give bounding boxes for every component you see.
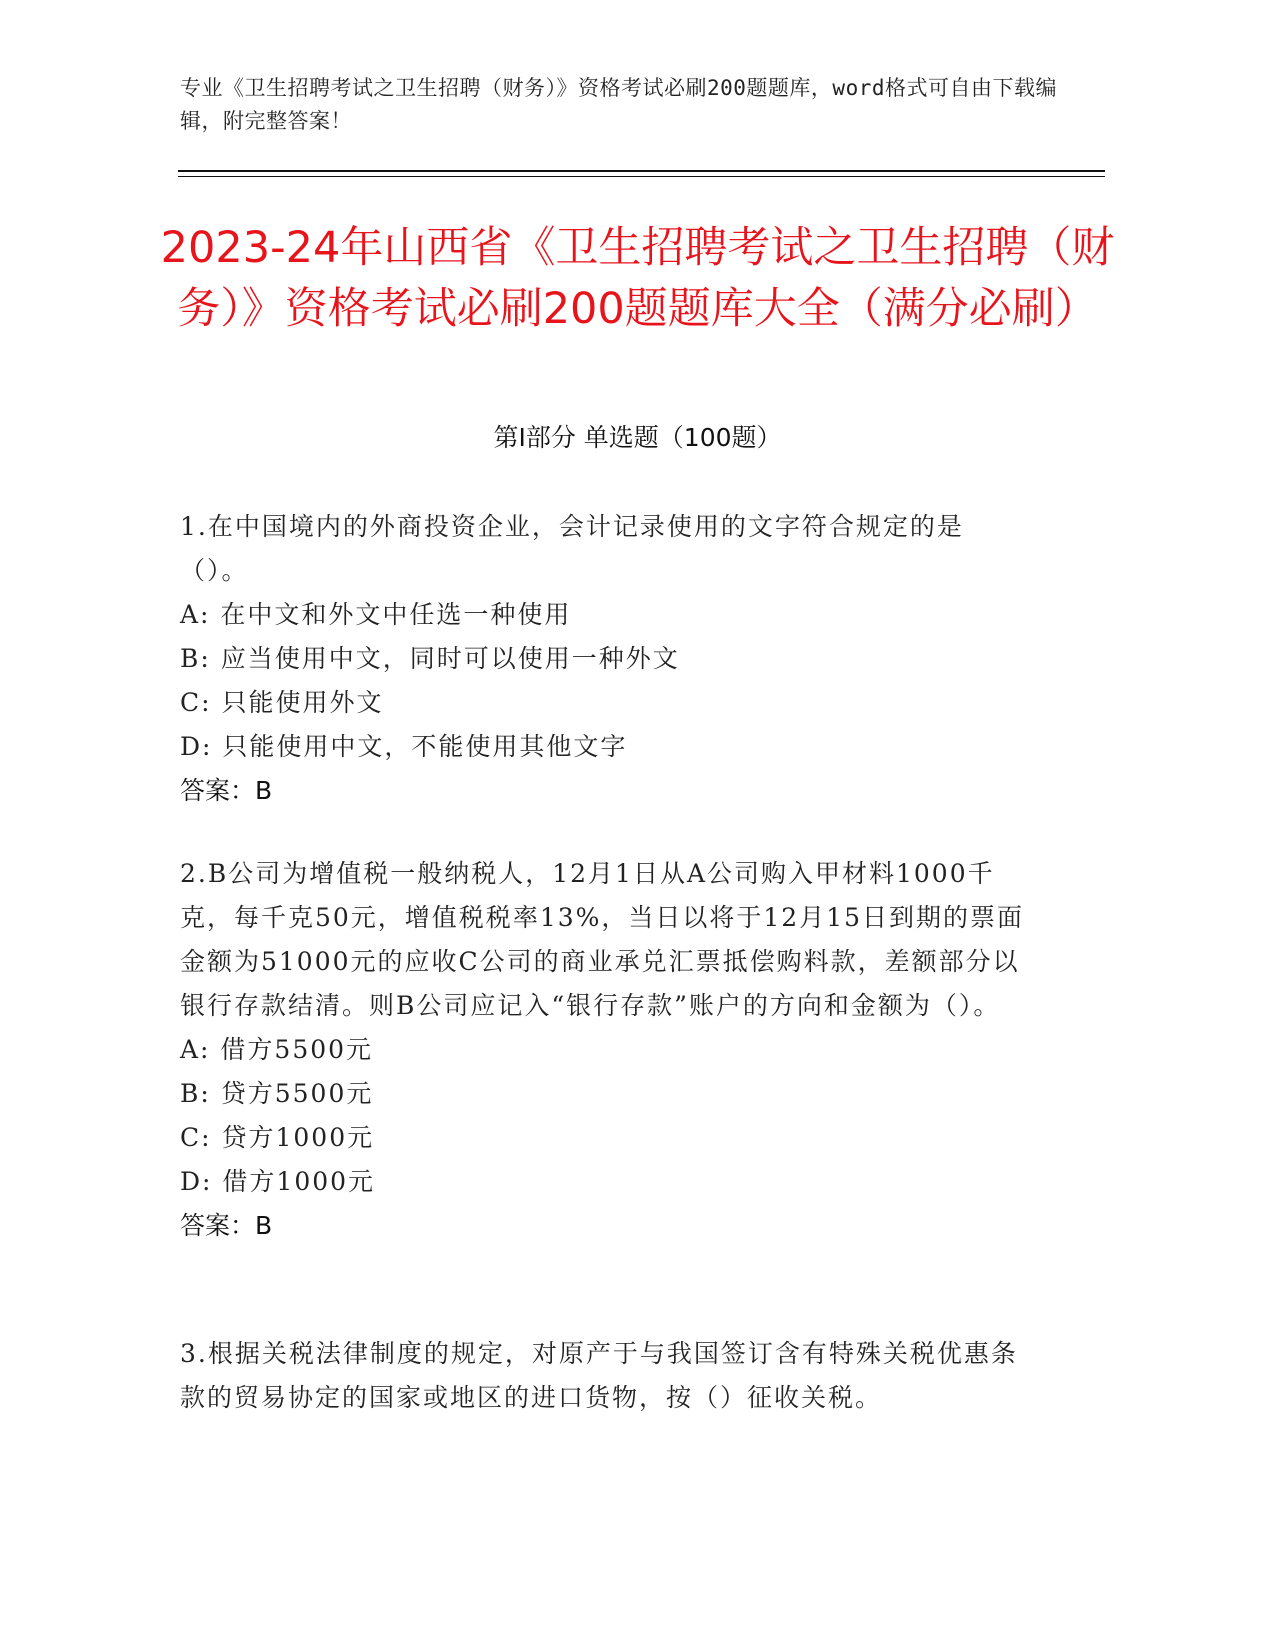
header-divider-thick bbox=[178, 170, 1105, 172]
question-3 bbox=[180, 1332, 1030, 1420]
header-divider-thin bbox=[178, 176, 1105, 177]
question-2 bbox=[180, 852, 1030, 1248]
answer-line bbox=[180, 1204, 1030, 1248]
question-1 bbox=[180, 505, 1030, 813]
answer-label: 答案： bbox=[180, 1211, 256, 1240]
header-note: 专业《卫生招聘考试之卫生招聘（财务）》资格考试必刷200题题库，word格式可自由下载编辑，附完整答案！ bbox=[180, 76, 1057, 133]
option-d: D: 只能使用中文，不能使用其他文字 bbox=[180, 732, 628, 761]
answer-value: B bbox=[255, 776, 273, 805]
answer-line bbox=[180, 769, 1030, 813]
option-b: B: 贷方5500元 bbox=[180, 1079, 374, 1108]
answer-value: B bbox=[255, 1211, 273, 1240]
option-c: C: 贷方1000元 bbox=[180, 1123, 375, 1152]
question-stem: 3.根据关税法律制度的规定，对原产于与我国签订含有特殊关税优惠条款的贸易协定的国家或地区的进口货物，按（）征收关税。 bbox=[180, 1339, 1018, 1412]
option-a: A: 在中文和外文中任选一种使用 bbox=[180, 600, 572, 629]
option-d: D: 借方1000元 bbox=[180, 1167, 376, 1196]
option-b: B: 应当使用中文，同时可以使用一种外文 bbox=[180, 644, 680, 673]
option-c: C: 只能使用外文 bbox=[180, 688, 384, 717]
question-stem: 1.在中国境内的外商投资企业，会计记录使用的文字符合规定的是（）。 bbox=[180, 512, 964, 585]
section-heading: 第I部分 单选题（100题） bbox=[493, 423, 782, 452]
question-stem: 2.B公司为增值税一般纳税人，12月1日从A公司购入甲材料1000千克，每千克50元，增值税税率13%，当日以将于12月15日到期的票面金额为51000元的应收C公司的商业承兑汇票抵偿购料款，差额部分以银行存款结清。则B公司应记入“银行存款”账户的方向和金额为（）。 bbox=[180, 859, 1025, 1020]
answer-label: 答案： bbox=[180, 776, 256, 805]
option-a: A: 借方5500元 bbox=[180, 1035, 374, 1064]
document-title: 2023-24年山西省《卫生招聘考试之卫生招聘（财务）》资格考试必刷200题题库大全（满分必刷） bbox=[160, 223, 1115, 334]
